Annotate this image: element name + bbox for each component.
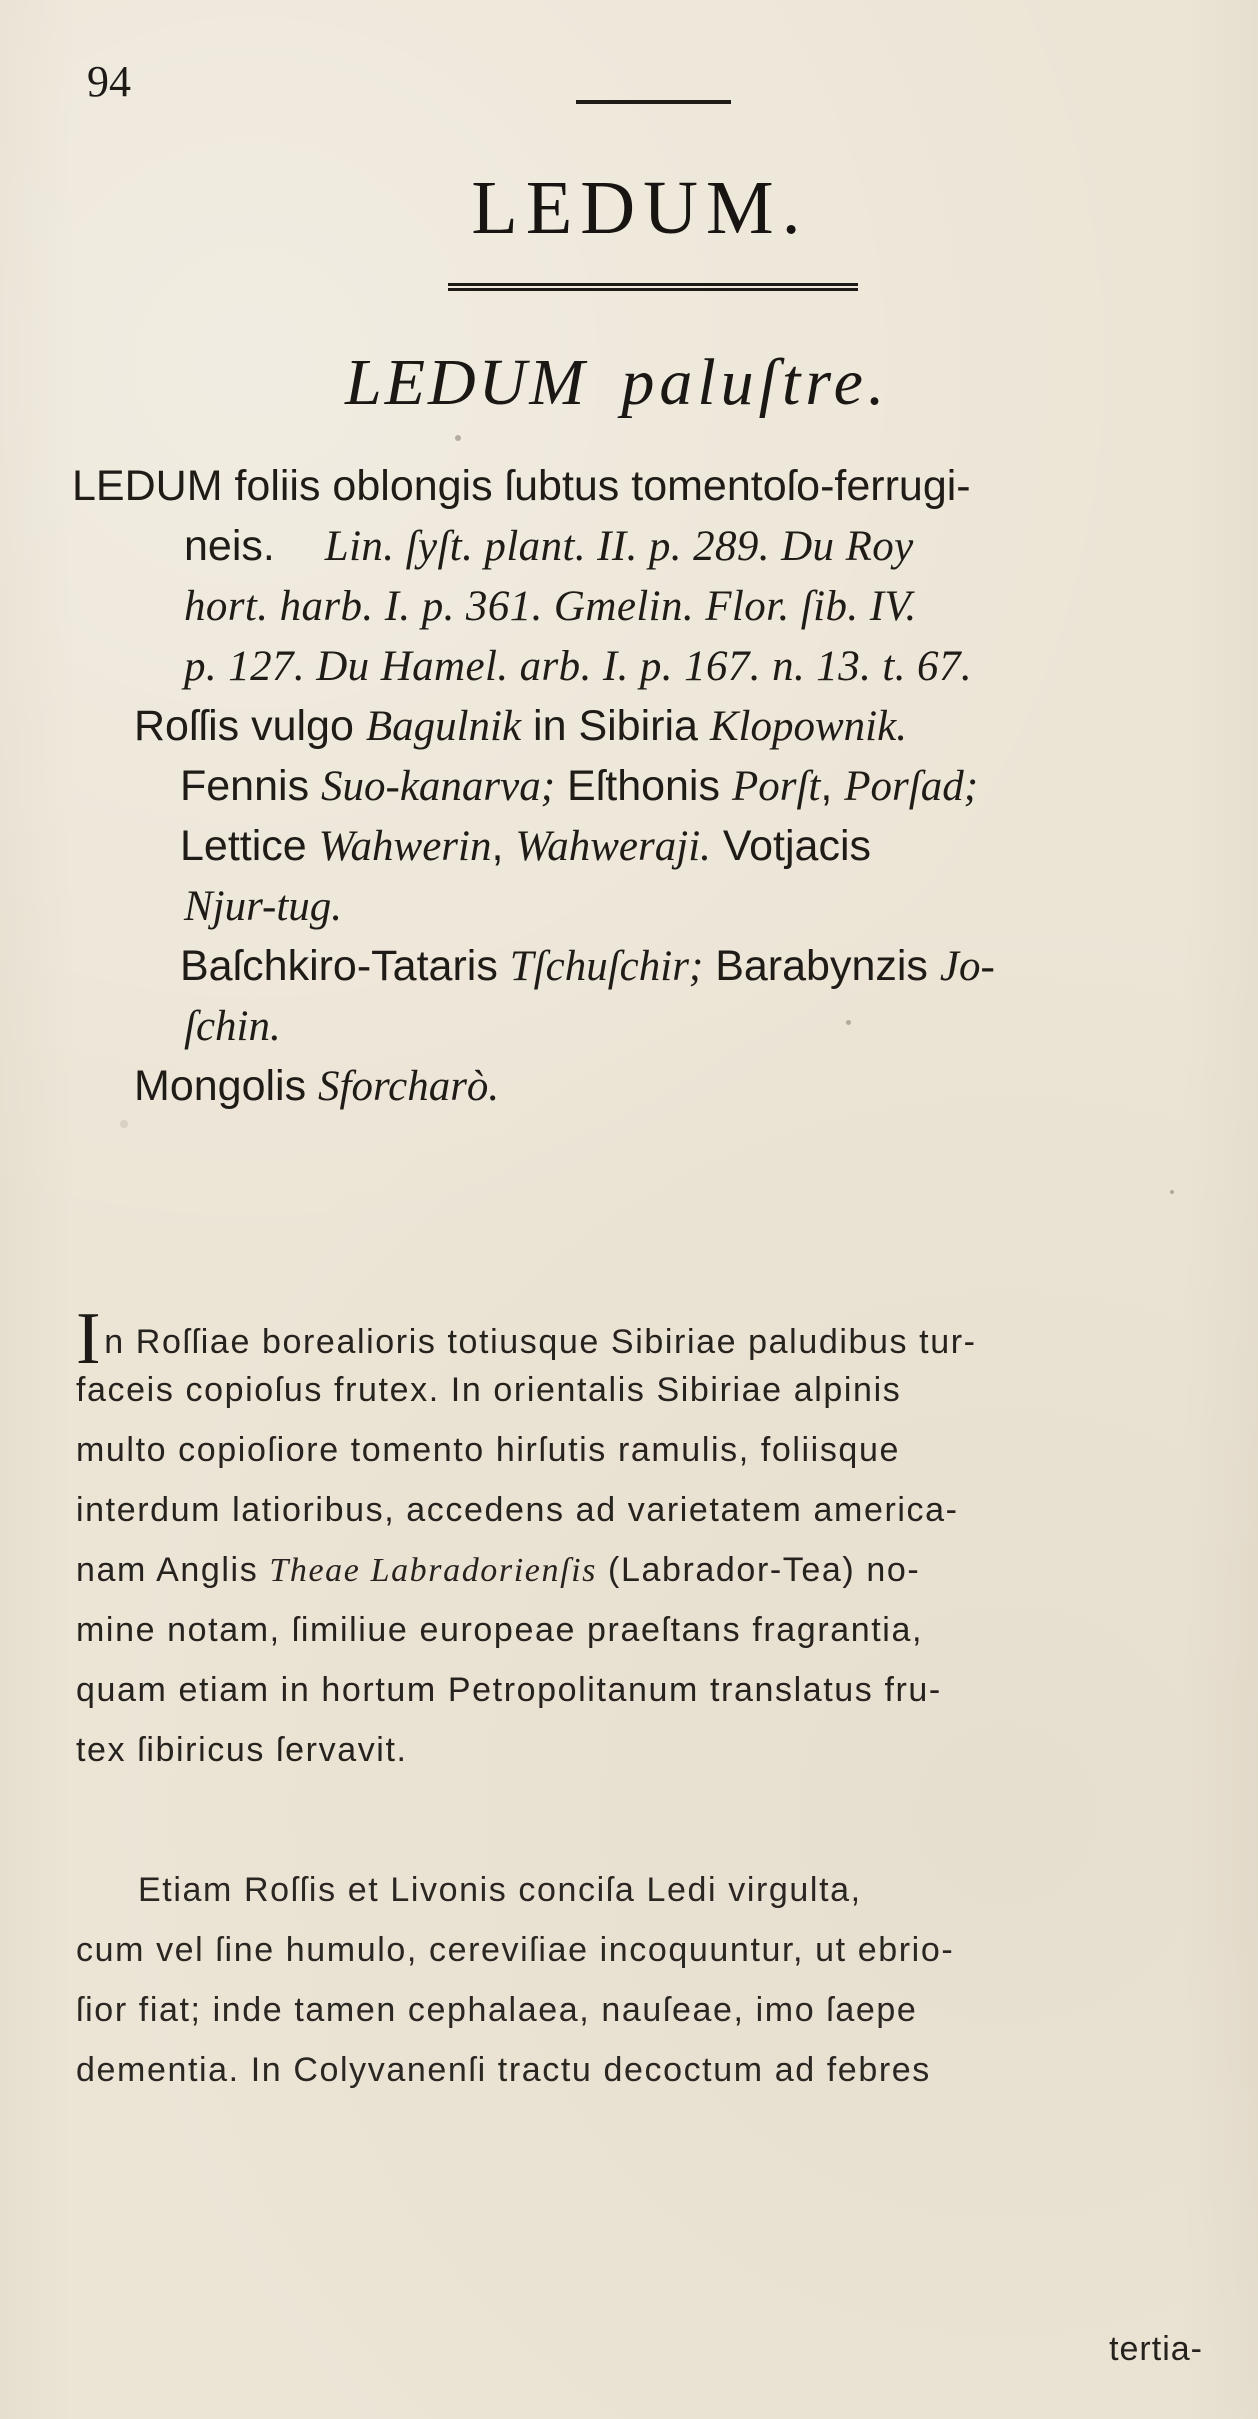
synonymy-block xyxy=(72,462,1222,1122)
paragraph-line: cum vel ſine humulo, cereviſiae incoquuntur, ut ebrio- xyxy=(76,1931,955,1969)
paragraph-line: tex ſibiricus ſervavit. xyxy=(76,1731,408,1769)
paragraph-line: interdum latioribus, accedens ad varietatem america- xyxy=(76,1491,959,1529)
synonymy-reference: Lin. ſyſt. plant. II. p. 289. Du Roy xyxy=(324,523,914,570)
vernacular-name: Porſad; xyxy=(844,763,979,810)
synonymy-text: , xyxy=(820,762,845,810)
synonymy-line xyxy=(184,882,1222,942)
paragraph-text: (Labrador-Tea) no- xyxy=(597,1551,921,1589)
vernacular-name: Klopownik. xyxy=(709,703,907,750)
synonymy-line xyxy=(134,702,1222,762)
paragraph-line: Etiam Roſſis et Livonis conciſa Ledi virgulta, xyxy=(138,1871,862,1909)
synonymy-line xyxy=(180,762,1222,822)
synonymy-line xyxy=(184,582,1222,642)
synonymy-line xyxy=(184,522,1222,582)
paper-speck xyxy=(120,1120,128,1128)
page-number: 94 xyxy=(87,57,131,106)
paragraph-line xyxy=(76,1298,1216,1380)
paragraph-2 xyxy=(76,1860,1216,2100)
drop-cap: I xyxy=(76,1298,103,1380)
paragraph-line: mine notam, ſimiliue europeae praeſtans fragrantia, xyxy=(76,1611,924,1649)
synonymy-text: Fennis xyxy=(180,762,322,810)
italic-name: Theae Labradorienſis xyxy=(269,1552,597,1589)
synonymy-text: Lettice xyxy=(180,822,319,870)
paragraph-line: quam etiam in hortum Petropolitanum translatus fru- xyxy=(76,1671,942,1709)
vernacular-name: Sforcharò. xyxy=(318,1063,500,1110)
synonymy-line xyxy=(72,462,1222,522)
species-genus: LEDUM xyxy=(345,346,588,419)
synonymy-text: in Sibiria xyxy=(521,702,710,750)
vernacular-name: Porſt xyxy=(731,763,821,810)
synonymy-text: neis. xyxy=(184,522,275,570)
paragraph-line: dementia. In Colyvanenſi tractu decoctum ad febres xyxy=(76,2051,931,2089)
vernacular-name: Jo- xyxy=(939,943,995,990)
top-rule xyxy=(576,100,731,104)
synonymy-line xyxy=(134,1062,1222,1122)
vernacular-name: Tſchuſchir; xyxy=(509,943,704,990)
synonymy-line xyxy=(180,942,1222,1002)
catchword: tertia- xyxy=(1109,2330,1203,2368)
paragraph-line xyxy=(76,1540,1216,1600)
paragraph-text: n Roſſiae borealioris totiusque Sibiriae paludibus tur- xyxy=(104,1323,977,1361)
paragraph-line: multo copioſiore tomento hirſutis ramulis, foliisque xyxy=(76,1431,900,1469)
synonymy-line xyxy=(180,822,1222,882)
species-epithet: paluſtre. xyxy=(621,346,890,419)
synonymy-text: , xyxy=(491,822,516,870)
paragraph-text: nam Anglis xyxy=(76,1551,270,1589)
vernacular-name: Njur-tug. xyxy=(184,883,343,930)
vernacular-name: Suo-kanarva; xyxy=(321,763,556,810)
page-title: LEDUM. xyxy=(471,166,809,250)
paragraph-1 xyxy=(76,1300,1216,1780)
synonymy-line xyxy=(184,642,1222,702)
synonymy-reference: p. 127. Du Hamel. arb. I. p. 167. n. 13. t. 67. xyxy=(184,643,972,690)
synonymy-text: Roſſis vulgo xyxy=(134,702,366,750)
synonymy-text: Votjacis xyxy=(710,822,872,870)
vernacular-name: Bagulnik xyxy=(365,703,522,750)
synonymy-text: Baſchkiro-Tataris xyxy=(180,942,510,990)
synonymy-reference: hort. harb. I. p. 361. Gmelin. Flor. ſib. IV. xyxy=(184,583,917,630)
species-heading xyxy=(345,346,890,419)
paper-speck xyxy=(1170,1190,1174,1194)
synonymy-line xyxy=(184,1002,1222,1062)
paper-speck xyxy=(846,1020,851,1025)
synonymy-text: Mongolis xyxy=(134,1062,319,1110)
synonymy-text: LEDUM foliis oblongis ſubtus tomentoſo-ferrugi- xyxy=(72,462,971,510)
vernacular-name: Wahwerin xyxy=(318,823,492,870)
vernacular-name: ſchin. xyxy=(184,1003,281,1050)
synonymy-text: Barabynzis xyxy=(703,942,940,990)
paper-speck xyxy=(455,435,461,441)
vernacular-name: Wahweraji. xyxy=(515,823,711,870)
synonymy-text: Eſthonis xyxy=(555,762,732,810)
paragraph-line: ſior fiat; inde tamen cephalaea, nauſeae, imo ſaepe xyxy=(76,1991,918,2029)
paragraph-line: faceis copioſus frutex. In orientalis Sibiriae alpinis xyxy=(76,1371,902,1409)
title-double-rule xyxy=(448,283,858,291)
